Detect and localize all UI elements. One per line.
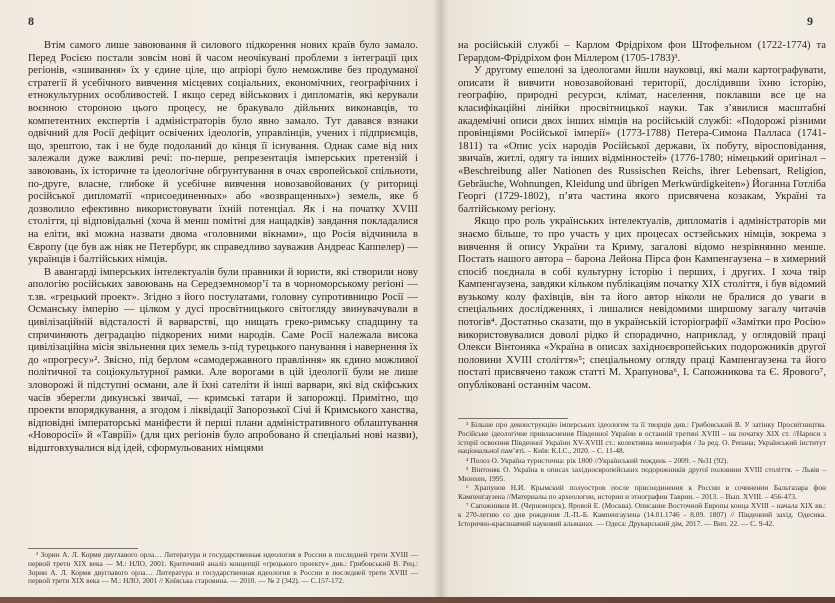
paragraph: У другому ешелоні за ідеологами йшли науковці, які мали картографувати, описати й вивчити новозавойовані території, дослідивши їхню історію, географію, природні ресурси, клімат, населення, поклавши все це на класифікаційні лінійки просвітницької науки. Так з’явилися масштабні академічні описи двох інших німців на російській службі: «Подорожі різними провінціями Російської імперії» (1773-1788) Петера-Симона Палласа (1741-1811) та «Опис усіх народів Російської держави, їх побуту, віросповідання, звичаїв, житлі, одягу та інших відмінностей» (1776-1780; німецький оригінал – «Beschreibung aller Nationen des Russischen Reichs, ihrer Lebensart, Religion, Gebräuche, Wohnungen, Kleidung und übrigen Merkwürdigkeiten») Йоганна Готліба Георгі (1729-1802), п’ята частина якого присвячена козакам, Україні та балтійському регіону. [458, 65, 826, 215]
paragraph: на російській службі – Карлом Фрідріхом фон Штофельном (1722-1774) та Герардом-Фрідріхом фон Міллером (1705-1783)³. [458, 40, 826, 64]
right-footnotes [458, 421, 826, 529]
left-footnotes [28, 551, 418, 587]
footnote-divider [458, 418, 568, 419]
page-number-left: 8 [28, 14, 34, 28]
paragraph: Якщо про роль українських інтелектуалів, дипломатів і адміністраторів ми знаємо більше, то про участь у цих процесах остзейських німців, зокрема з вивчення й опису України та Криму, загалові відомо незрівнянно менше. Постать нашого автора – барона Лейона Пірса фон Кампенгаузена – в химерний спосіб поєднала в собі культурну історію і перших, і других. І хоча твір Кампенгаузена, завдяки кільком публікаціям початку XIX століття, і був відомий вузькому колу фахівців, він та його автор ніколи не бралися до уваги в спеціальних дослідженнях, і лишалися невідомими ширшому загалу читачів потогів⁴. Достатньо сказати, що в українській історіографії «Замітки про Росію» використовувалися доволі рідко й спорадично, наприклад, у оглядовій праці Олекси Вінтоняка «Україна в описах західноєвропейських подорожників другої половини XVIII століття»⁵; спеціальному огляду праці Кампенгаузена та його постаті присвячено також статті М. Храпунова⁶, І. Сапожникова та Є. Ярового⁷, опубліковані останнім часом. [458, 216, 826, 392]
footnote-divider [28, 548, 138, 549]
paragraph: Втім самого лише завоювання й силового підкорення нових країв було замало. Перед Росією постали зовсім нові й часом неочікувані проблеми з інтеграції цих регіонів, «зшивання» їх у єдине ціле, що апріорі було неможливе без продуманої стратегії й усебічного вивчення місцевих соціальних, економічних, географічних і етнокультурних особливостей. І якщо серед військових і дипломатів, які керували воєнною стороною цього процесу, не бракувало дійльних виконавців, то компетентних експертів і адміністраторів було явно замало. Тут давався взнаки одвічний для Росії дефіцит освічених ідеологів, управлінців, учених і підприємців, що, зрештою, так і не буде подоланий до кінця її існування. Однак саме від них залежали дуже важливі речі: по-перше, репрезентація імперських претензій і завоювань, їх історичне та ідеологічне обгрунтування в очах європейської спільноти, по-друге, власне, глибоке й усебічне вивчення новозавойованих (у риториці російської дипломатії «присоединенных» або «возвращенных») земель, яке б дозволило ефективно використовувати їхній потенціал. Як і на початку XVIII століття, ці відповідальні (хоча й менш помітні для нащадків) завдання покладалися на еліти, які можна назвати двома «головними вікнами», що Росія відчинила в Європу (це був аж ніяк не Петербург, як справедливо зауважив Андреас Каппелер) — українців і балтійських німців. [28, 40, 418, 266]
footnote: ² Зорин А. Л. Кормя двуглавого орла… Литература и государственная идеология в России в последней трети XVIII — первой трети XIX века — М.: НЛО, 2001. Критичний аналіз концепції «грецького проекту» див.: Грибовський В. Рец.: Зорин А. Л. Кормя двуглавого орла… Литература и государственная идеология в России в последней трети XVIII — первой трети XIX века — М.: НЛО, 2001 // Київська старовина. — 2010. — № 2 (342). — С.157-172. [28, 550, 418, 586]
right-body-text [458, 40, 826, 393]
left-body-text [28, 40, 418, 456]
right-page [448, 0, 835, 598]
footnote: ⁷ Сапожников И. (Черноморск), Яровой Е. (Москва). Описание Восточной Европы конца XVIII – начала XIX вв.: к 270-летию со дня рождения Л.-П.-Б. Кампенгаузена (14.01.1746 - 8.09. 1807) // Південний захід. Одесика. Історично-краєзнавчий науковий альманах. — Одеса: Друкарський дім, 2017. — Вип. 22. — С. 9-42. [458, 501, 826, 528]
page-number-right: 9 [807, 14, 813, 28]
footnote: ⁴ Полоз О. Україна туристична: рік 1800 //Український тиждень – 2009. – №31 (92). [466, 455, 729, 465]
footnote: ³ Більше про деконструкцію імперських ідеологем та її творців див.: Грибовський В. У затінку Просвітництва. Російське ідеологічне привласнення Південної України в останній третині XVIII – на початку XIX ст. //Нариси з історії освоєння Південної України XV-XVIII ст.: колективна монографія / За ред. О. Репана; Український інститут національної пам’яті. – Київ: К.І.С., 2020. – С. 11-48. [458, 420, 826, 456]
table-surface [0, 597, 835, 603]
paragraph: В авангарді імперських інтелектуалів були правники й юристи, які створили нову апологію російських завоювань на Середземномор’ї та в чорноморському регіоні — т.зв. «грецький проект». Згідно з його постулатами, головну супротивницю Росії — Османську імперію — цілком у дусі просвітницького світогляду звинувачували в цивілізаційній відсталості й варварстві, що нищать греко-римську спадщину та спричиняють деградацію підкорених ними народів. Саме Росії належала висока цивілізаційна місія звільнення цих земель з-під турецького панування і навернення їх до «прогресу»². Звісно, під берлом «самодержавного правління» як єдино можливої політичної та соціокультурної рамки. Але ворогами в цій ідеології були не лише зловорожі й підступні османи, але й їхні сателіти й інші варвари, які від скіфських часів зберегли дикунські звичаї, — кримські татари й запорожці. Примітно, що проекти впорядкування, а згодом і ліквідації Запорозької Січі й Кримського ханства, відповідні імператорські маніфести й перші плани адміністративного облаштування «Новоросії» й «Тавріїі» (для цих регіонів було апробовано й спеціальні нові назви), відштовхувалися від ідей, сформульованих німцями [28, 266, 418, 454]
footnote: ⁶ Храпунов Н.И. Крымский полуостров после присоединения к России в сочинении Бальтазара фон Кампенгаузена //Материалы по археологии, истории и этнографии Таврии. – 2013. – Вып. XVIII. – 456-473. [458, 483, 826, 501]
footnote: ⁵ Вінтоняк О. Україна в описах західноєвропейських подорожників другої половини XVIII століття. – Львів – Мюнхен, 1995. [458, 464, 826, 483]
